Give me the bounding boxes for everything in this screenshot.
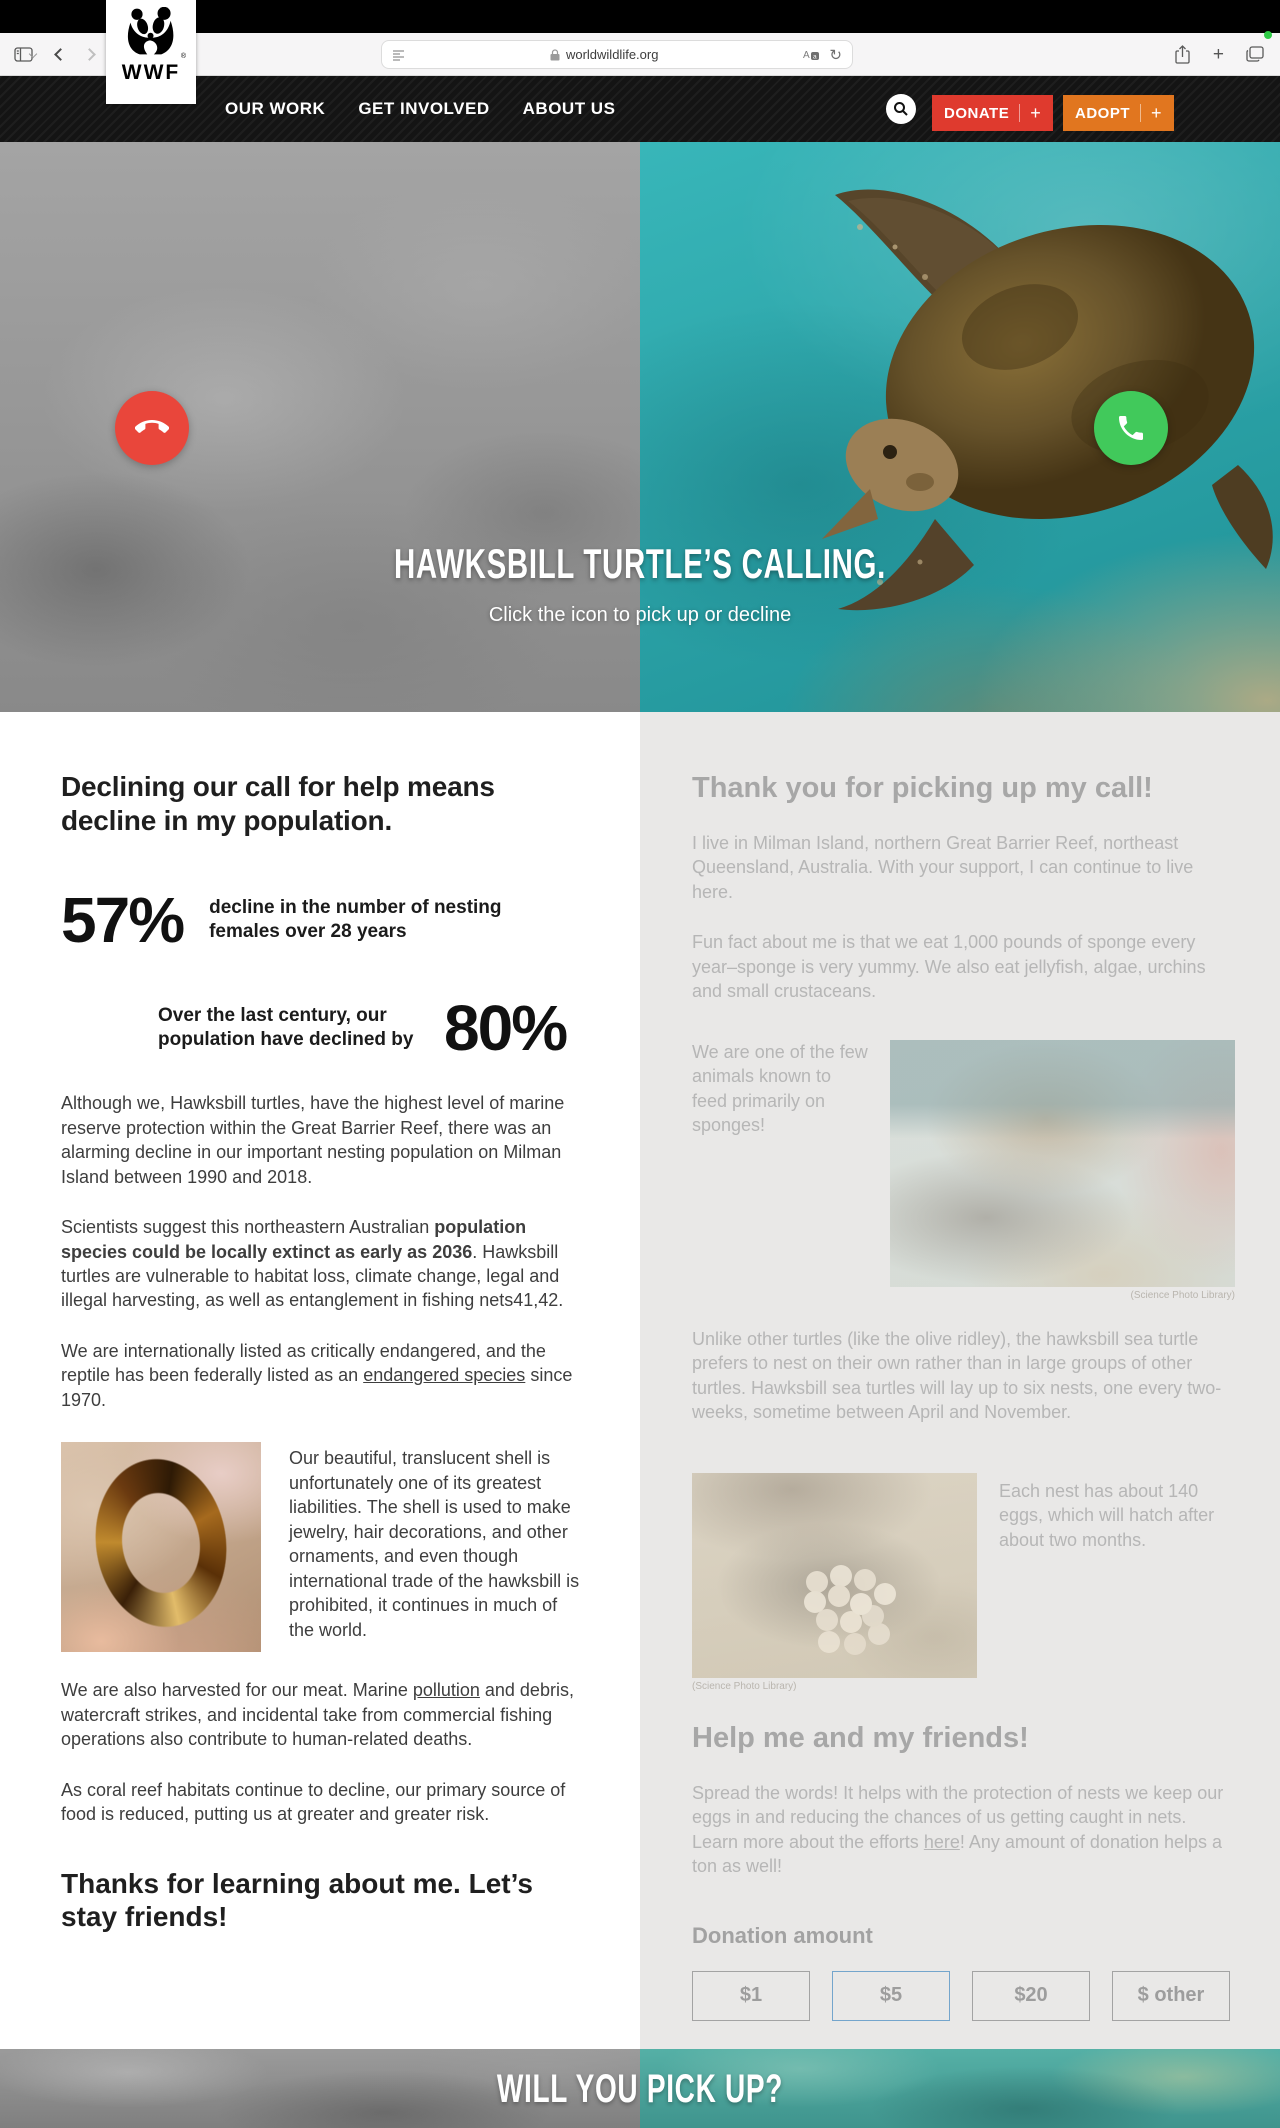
paragraph-fun-fact: Fun fact about me is that we eat 1,000 pounds of sponge every year–sponge is very yummy. We also eat jellyfish, algae, urchins and small crustaceans. <box>692 932 1206 1002</box>
nav-item-get-involved[interactable]: GET INVOLVED <box>358 99 490 118</box>
thankyou-heading: Thank you for picking up my call! <box>692 772 1153 804</box>
svg-text:A: A <box>803 50 811 61</box>
plus-icon: + <box>1030 102 1042 123</box>
stat-57 <box>61 883 583 957</box>
hero-section <box>0 142 1280 712</box>
bold-extinct-text: population species could be locally extinct as early as 2036 <box>61 1217 527 1262</box>
recording-indicator-dot <box>1264 31 1272 39</box>
decline-column <box>0 712 640 2049</box>
lock-icon <box>550 49 560 61</box>
adopt-button[interactable]: ADOPT + <box>1063 95 1174 131</box>
turtle-feeding-image <box>890 1040 1235 1287</box>
decline-heading: Declining our call for help means decline in my population. <box>61 771 495 836</box>
pollution-link[interactable]: pollution <box>412 1680 480 1701</box>
egg-cluster-shape <box>804 1591 826 1613</box>
sponge-row <box>692 1040 1235 1301</box>
stat-value: 80% <box>444 992 567 1065</box>
url-text[interactable]: worldwildlife.org <box>565 47 659 62</box>
nav-menu <box>225 76 615 142</box>
nav-item-our-work[interactable]: OUR WORK <box>225 99 326 118</box>
search-icon <box>893 101 909 117</box>
hero-title: HAWKSBILL TURTLE’S CALLING. <box>393 540 886 587</box>
wwf-logo[interactable] <box>106 0 196 104</box>
help-heading: Help me and my friends! <box>692 1721 1029 1754</box>
donate-button[interactable]: DONATE + <box>932 95 1053 131</box>
button-divider <box>1140 104 1141 122</box>
photo-credit: (Science Photo Library) <box>1130 1289 1235 1301</box>
footer-title: WILL YOU PICK UP? <box>496 2067 784 2111</box>
hero-subtitle: Click the icon to pick up or decline <box>488 604 792 626</box>
svg-text:a: a <box>813 53 818 61</box>
address-bar[interactable] <box>381 40 853 69</box>
paragraph-coral-reef: As coral reef habitats continue to decline, our primary source of food is reduced, putting us at greater and greater risk. <box>61 1779 566 1825</box>
sidebar-icon[interactable] <box>14 47 36 62</box>
button-divider <box>1019 104 1020 122</box>
reader-view-icon[interactable] <box>392 49 405 61</box>
plus-icon: + <box>1151 102 1163 123</box>
paragraph-shell: Our beautiful, translucent shell is unfortunately one of its greatest liabilities. The shell is used to make jewelry, hair decorations, and other ornaments, and even though international trade of the hawksbill is prohibited, it continues in much of the world. <box>289 1448 580 1640</box>
donation-amount-other[interactable]: $ other <box>1112 1971 1230 2021</box>
accept-column <box>640 712 1280 2049</box>
turtle-feeding-photo-wrap <box>890 1040 1235 1301</box>
shell-row <box>61 1442 583 1652</box>
paragraph-eggs: Each nest has about 140 eggs, which will hatch after about two months. <box>999 1480 1215 1550</box>
closing-heading: Thanks for learning about me. Let’s stay friends! <box>61 1867 533 1933</box>
back-icon[interactable] <box>54 48 67 61</box>
bracelet-ring-shape <box>84 1450 238 1637</box>
decline-call-button[interactable] <box>115 391 189 465</box>
hangup-phone-icon <box>135 411 169 445</box>
stat-80 <box>158 991 583 1065</box>
stat-label: Over the last century, our population have declined by <box>158 1005 414 1051</box>
paragraph-nesting: Unlike other turtles (like the olive ridley), the hawksbill sea turtle prefers to nest on their own rather than in large groups of other turtles. Hawksbill sea turtles will lay up to six nests, one every two-weeks, sometime between April and November. <box>692 1328 1222 1423</box>
photo-credit: (Science Photo Library) <box>692 1680 797 1692</box>
panda-icon <box>123 7 179 57</box>
content-section <box>0 712 1280 2049</box>
donation-amount-5[interactable]: $5 <box>832 1971 950 2021</box>
nest-photo-wrap <box>692 1473 977 1692</box>
paragraph-sponges: We are one of the few animals known to feed primarily on sponges! <box>692 1041 868 1136</box>
forward-icon[interactable] <box>83 48 96 61</box>
translate-icon[interactable] <box>803 48 819 61</box>
donation-amount-label: Donation amount <box>692 1922 873 1948</box>
efforts-here-link[interactable]: here <box>923 1831 960 1852</box>
nest-eggs-image <box>692 1473 977 1678</box>
pickup-phone-icon <box>1115 412 1147 444</box>
share-icon[interactable] <box>1174 45 1191 64</box>
paragraph-milman-island: I live in Milman Island, northern Great Barrier Reef, northeast Queensland, Australia. With your support, I can continue to live here. <box>692 833 1194 902</box>
wwf-logo-text: WWF <box>121 61 181 84</box>
endangered-species-link[interactable]: endangered species <box>363 1365 526 1386</box>
donation-amount-20[interactable]: $20 <box>972 1971 1090 2021</box>
donation-amount-1[interactable]: $1 <box>692 1971 810 2021</box>
donation-amounts <box>692 1971 1235 2021</box>
new-tab-icon[interactable]: + <box>1212 43 1224 65</box>
stat-label: decline in the number of nesting females over 28 years <box>209 897 502 943</box>
reload-icon[interactable]: ↻ <box>829 46 842 64</box>
paragraph-spread-words: Spread the words! It helps with the protection of nests we keep our eggs in and reducing the chances of us getting caught in nets. Learn more about the efforts here! Any amount of donation helps a ton as well! <box>692 1782 1224 1877</box>
nav-item-about-us[interactable]: ABOUT US <box>522 99 616 118</box>
tab-overview-icon[interactable] <box>1246 46 1264 62</box>
search-button[interactable] <box>886 94 916 124</box>
paragraph-endangered: We are internationally listed as critically endangered, and the reptile has been federally listed as an endangered species since 1970. <box>61 1340 573 1410</box>
paragraph-harvested: We are also harvested for our meat. Marine pollution and debris, watercraft strikes, and incidental take from commercial fishing operations also contribute to human-related deaths. <box>61 1680 574 1750</box>
tortoiseshell-bracelet-image <box>61 1442 261 1652</box>
accept-call-button[interactable] <box>1094 391 1168 465</box>
paragraph-milman-decline: Although we, Hawksbill turtles, have the highest level of marine reserve protection within the Great Barrier Reef, there was an alarming decline in our important nesting population on Milman Island between 1990 and 2018. <box>61 1093 565 1187</box>
footer-section <box>0 2049 1280 2128</box>
stat-value: 57% <box>61 884 184 957</box>
nest-row <box>692 1473 1235 1692</box>
paragraph-extinct-2036: Scientists suggest this northeastern Australian population species could be locally extinct as early as 2036. Hawksbill turtles are vulnerable to habitat loss, climate change, legal and illegal harvesting, as well as entanglement in fishing nets41,42. <box>61 1217 564 1311</box>
registered-mark: ® <box>180 53 186 60</box>
